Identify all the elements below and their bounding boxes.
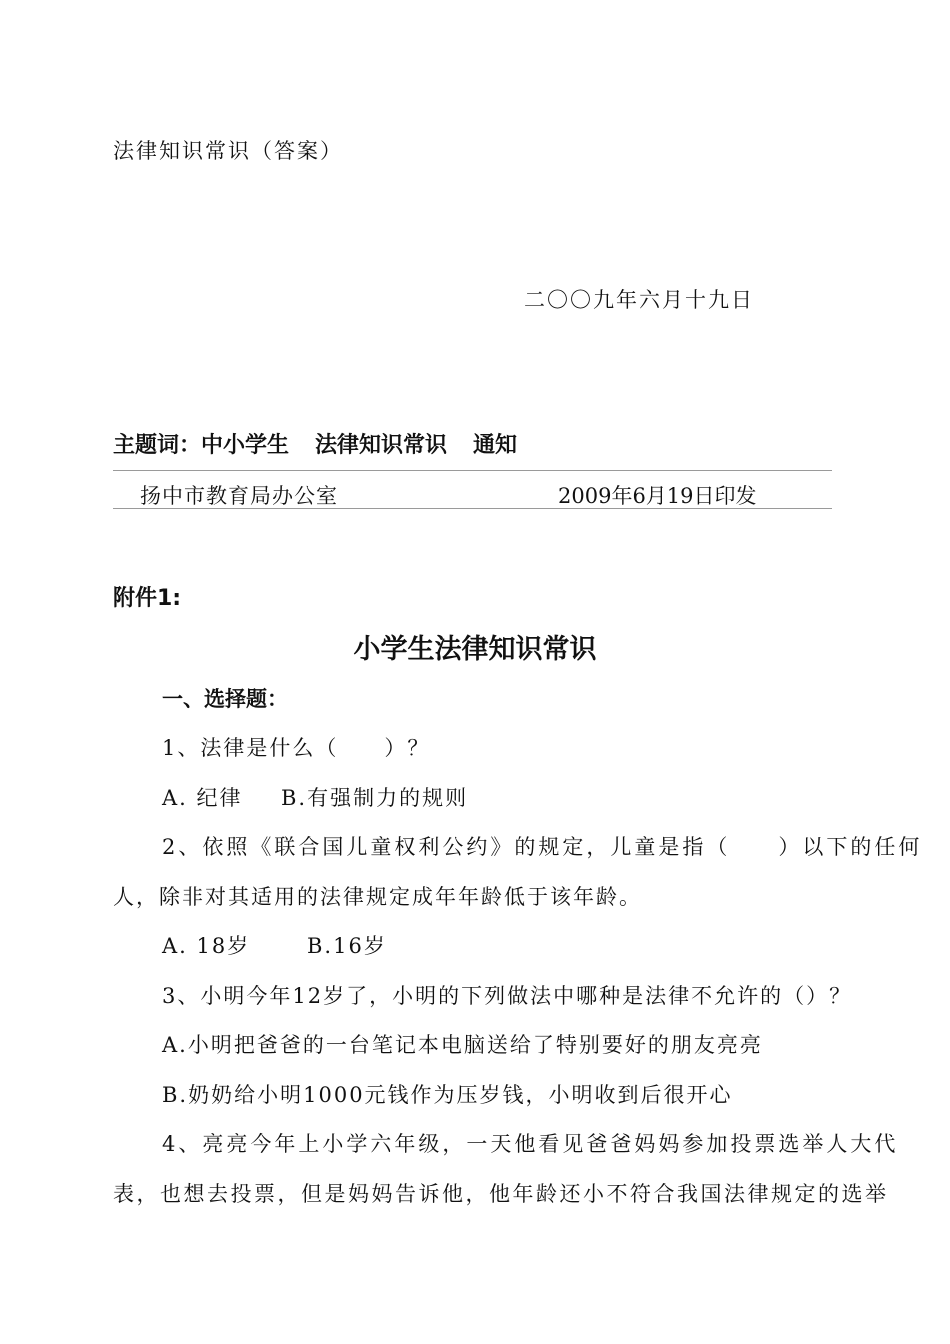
question-1: 1、法律是什么（ ）？ bbox=[162, 736, 431, 760]
keyword-item: 法律知识常识 bbox=[315, 433, 448, 458]
question-3: 3、小明今年12岁了，小明的下列做法中哪种是法律不允许的（）？ bbox=[162, 984, 853, 1008]
date-signature: 二〇〇九年六月十九日 bbox=[524, 288, 754, 312]
keywords-line bbox=[113, 432, 517, 460]
question-3-option-b: B.奶奶给小明1000元钱作为压岁钱，小明收到后很开心 bbox=[162, 1083, 733, 1107]
divider-bottom bbox=[113, 508, 832, 509]
keywords-label: 主题词： bbox=[113, 433, 202, 458]
issuer-office: 扬中市教育局办公室 bbox=[140, 484, 338, 508]
question-4-line-2: 表，也想去投票，但是妈妈告诉他，他年龄还小不符合我国法律规定的选举 bbox=[113, 1182, 889, 1206]
keyword-item: 中小学生 bbox=[201, 433, 290, 458]
question-1-option-a: A. 纪律 bbox=[162, 786, 243, 810]
issue-date: 2009年6月19日印发 bbox=[558, 484, 757, 508]
attachment-reference: 法律知识常识（答案） bbox=[113, 139, 343, 163]
divider-top bbox=[113, 470, 832, 471]
question-1-option-b: B.有强制力的规则 bbox=[281, 786, 469, 810]
question-2-option-b: B.16岁 bbox=[307, 934, 387, 958]
section-heading: 一、选择题： bbox=[162, 687, 288, 711]
attachment-label: 附件1: bbox=[113, 586, 182, 611]
question-3-option-a: A.小明把爸爸的一台笔记本电脑送给了特别要好的朋友亮亮 bbox=[162, 1033, 763, 1057]
question-2-line-1: 2、依照《联合国儿童权利公约》的规定，儿童是指（ ）以下的任何 bbox=[162, 835, 923, 859]
keyword-item: 通知 bbox=[473, 433, 518, 458]
question-4-line-1: 4、亮亮今年上小学六年级，一天他看见爸爸妈妈参加投票选举人大代 bbox=[162, 1132, 899, 1156]
question-2-line-2: 人，除非对其适用的法律规定成年年龄低于该年龄。 bbox=[113, 885, 642, 909]
document-title: 小学生法律知识常识 bbox=[353, 634, 597, 665]
question-2-option-a: A. 18岁 bbox=[162, 934, 251, 958]
